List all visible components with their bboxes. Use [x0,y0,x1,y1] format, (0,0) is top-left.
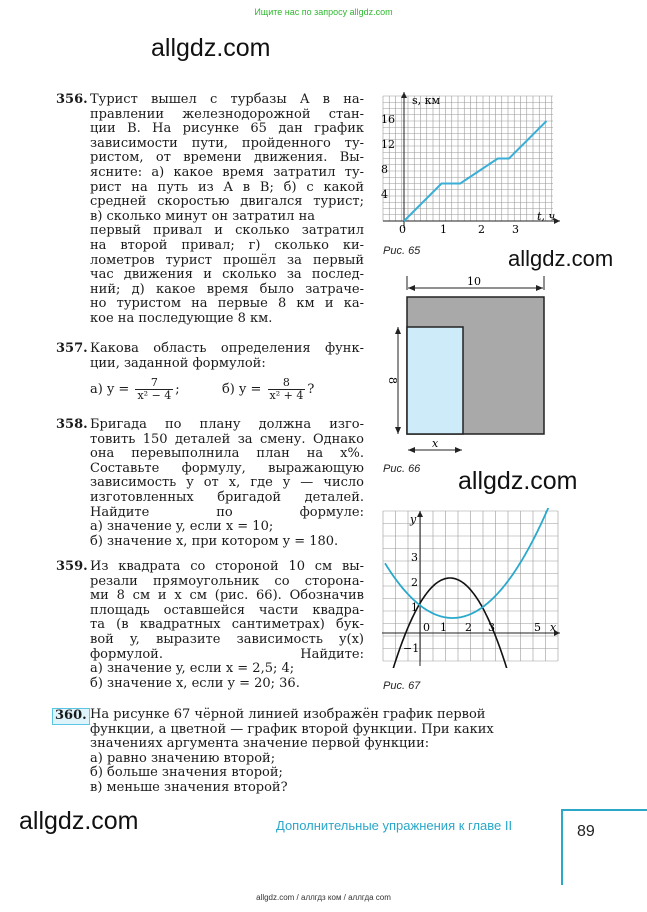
problem-text [90,560,364,691]
figure-67-graph [380,508,565,668]
x-axis-label: t, ч [537,210,556,223]
grid [383,511,558,661]
bottom-note: allgdz.com / аллгдз ком / аллгда com [256,893,391,902]
problem-number-highlighted: 360. [52,708,90,725]
text-line: ясните: а) какое время затратил ту- [90,164,364,180]
x-tick-2: 2 [465,621,472,634]
figure-65-graph [378,88,568,236]
y-tick-minus-1: −1 [403,642,420,655]
figure-66-diagram [378,270,558,462]
x-tick-5: 5 [534,621,541,634]
fraction-a [135,377,173,402]
denominator: x² + 4 [269,389,304,403]
problem-number: 359. [56,559,88,574]
y-axis-arrow [401,92,407,98]
arrow-right-x [455,447,462,453]
text-line: функции, а цветной — график второй функции. При каких [90,721,494,737]
text-line: резали прямоугольник со сторона- [90,573,364,589]
y-tick-1: 1 [411,601,418,614]
text-line: ции, заданной формулой: [90,355,266,371]
text-line: ний; д) какое время было затраче- [90,281,364,297]
text-line: площадь оставшейся части квадра- [90,602,364,618]
formula-row [90,377,364,402]
fraction-b [268,377,306,402]
x-tick-1: 1 [440,621,447,634]
problem-359 [56,560,364,691]
text-line: формулой. Найдите: [90,646,364,662]
grid [383,96,556,223]
y-axis-label: y [410,513,417,526]
text-line: но туристом на первые 8 км и ка- [90,296,364,312]
watermark-1: allgdz.com [151,34,271,62]
formula-a-end: ; [175,382,180,398]
x-label: x [432,437,439,450]
text-line: в) сколько минут он затратил на [90,208,315,224]
text-line: лометров турист прошёл за первый [90,252,364,268]
arrow-left-x [408,447,415,453]
problem-358 [56,418,364,549]
text-line: кое на последующие 8 км. [90,310,273,326]
text-line: изготовленных бригадой деталей. [90,489,364,505]
x-tick-0: 0 [423,621,430,634]
text-line: ции B. На рисунке 65 дан график [90,121,364,137]
problem-text [90,418,364,549]
text-line: час движения и сколько за послед- [90,267,364,283]
cut-rectangle [407,327,463,434]
text-line: а) равно значению второй; [90,750,276,766]
text-line: первый привал и сколько затратил [90,223,364,239]
text-line: вой y, выразите зависимость y(x) [90,631,364,647]
arrow-down [395,427,401,434]
text-line: Турист вышел с турбазы A в на- [90,92,364,107]
page-number: 89 [577,823,595,840]
x-tick-0: 0 [399,223,406,236]
text-line: Из квадрата со стороной 10 см вы- [90,559,364,574]
y-tick-12: 12 [381,138,395,151]
x-tick-3: 3 [512,223,519,236]
x-tick-2: 2 [478,223,485,236]
top-note: Ищите нас по запросу allgdz.com [254,7,393,17]
text-line: товить 150 деталей за смену. Однако [90,431,364,447]
text-line: рист на путь из A в B; б) с какой [90,179,364,195]
watermark-2: allgdz.com [508,246,614,271]
y-tick-3: 3 [411,551,418,564]
text-line: ристом, от времени движения. Вы- [90,150,364,166]
text-line: значениях аргумента значение первой функции: [90,736,430,752]
problem-number: 358. [56,417,88,432]
text-line: б) больше значения второй; [90,765,283,781]
figure-67-caption: Рис. 67 [383,680,421,692]
x-tick-1: 1 [440,223,447,236]
text-line: а) значение y, если x = 10; [90,519,274,535]
arrow-up [395,327,401,334]
problem-number: 357. [56,341,88,356]
y-axis-label: s, км [412,94,441,107]
text-line: на второй привал; г) сколько ки- [90,237,364,253]
text-line: б) значение x, при котором y = 180. [90,533,339,549]
arrow-right [536,285,543,291]
y-tick-16: 16 [381,113,395,126]
numerator: 8 [268,377,306,390]
text-line: та (в квадратных сантиметрах) бук- [90,617,364,633]
figure-66-caption: Рис. 66 [383,463,421,475]
text-line: Какова область определения функ- [90,341,364,356]
formula-b-end: ? [307,382,315,398]
text-line: она перевыполнила план на x%. [90,446,364,462]
problem-360 [56,708,564,796]
text-line: Составьте формулу, выражающую [90,460,364,476]
arrow-left [408,285,415,291]
text-line: средней скоростью двигался турист; [90,194,364,210]
footer-divider-vertical [561,809,563,885]
problem-text [90,93,364,327]
formula-b-label: б) y = [221,382,262,398]
text-line: в) меньше значения второй? [90,779,288,795]
text-line: а) значение y, если x = 2,5; 4; [90,661,295,677]
text-line: правлении железнодорожной стан- [90,106,364,122]
formula-a-label: а) y = [90,382,130,398]
y-tick-8: 8 [381,163,388,176]
problem-number: 356. [56,92,88,107]
numerator: 7 [135,377,173,390]
y-tick-4: 4 [381,188,388,201]
x-tick-3: 3 [488,621,495,634]
width-label: 10 [467,275,481,288]
denominator: x² − 4 [137,389,172,403]
text-line: На рисунке 67 чёрной линией изображён график первой [90,707,486,722]
x-axis-label: x [550,621,557,634]
watermark-3: allgdz.com [458,467,578,495]
y-axis-arrow [417,511,423,517]
text-line: б) значение x, если y = 20; 36. [90,675,300,691]
problem-text [90,342,364,371]
text-line: зависимость y от x, где y — число [90,475,364,491]
y-tick-2: 2 [411,576,418,589]
problem-357 [56,342,364,402]
footer-divider-horizontal [561,809,647,811]
text-line: ми 8 см и x см (рис. 66). Обозначив [90,588,364,604]
problem-356 [56,93,364,327]
text-line: Бригада по плану должна изго- [90,417,364,432]
chapter-title: Дополнительные упражнения к главе II [276,818,513,833]
text-line: зависимости пути, пройденного ту- [90,135,364,151]
problem-text [90,708,564,796]
figure-65-caption: Рис. 65 [383,245,421,257]
watermark-4: allgdz.com [19,807,139,835]
height-label: 8 [386,377,399,384]
text-line: Найдите по формуле: [90,504,364,520]
